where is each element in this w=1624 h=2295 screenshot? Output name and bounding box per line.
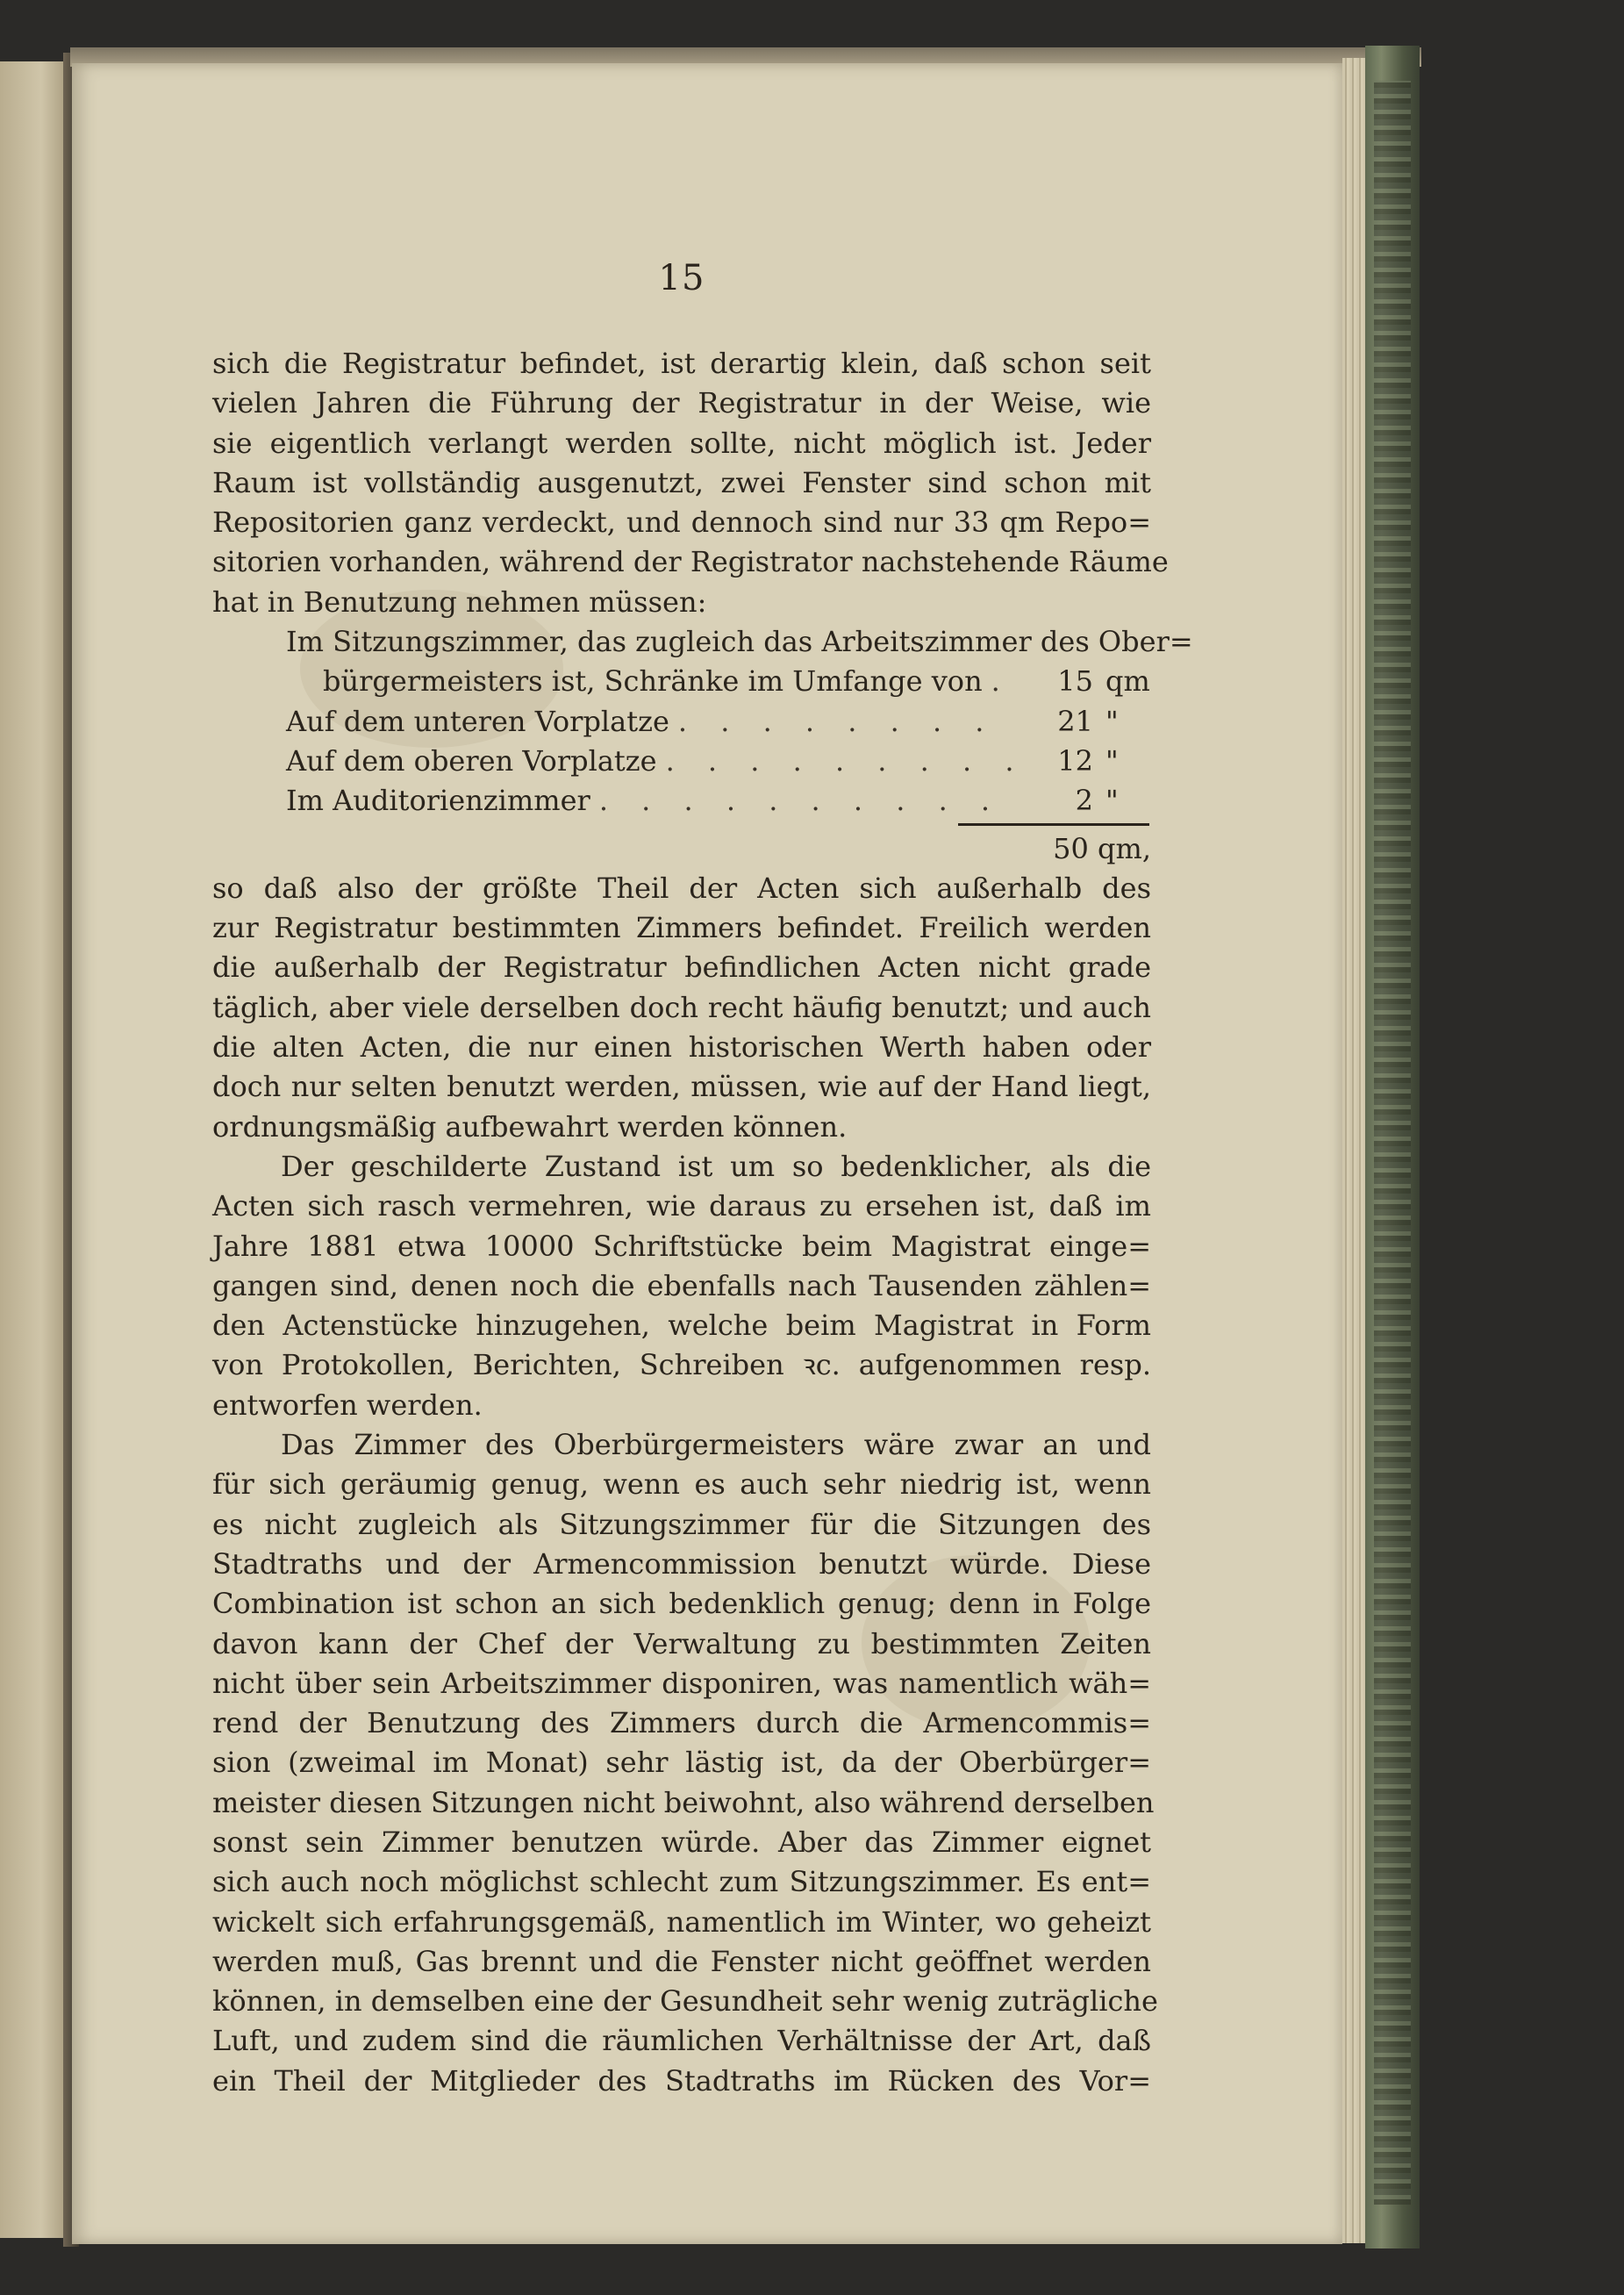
text-line: ordnungsmäßig aufbewahrt werden können. xyxy=(212,1109,848,1144)
text-line: werden muß, Gas brennt und die Fenster nicht geöffnet werden xyxy=(212,1944,1151,1978)
text-line: so daß also der größte Theil der Acten sich außerhalb des xyxy=(212,871,1151,905)
text-line: davon kann der Chef der Verwaltung zu bestimmten Zeiten xyxy=(212,1626,1151,1660)
paragraph-3 xyxy=(212,1147,1151,1425)
text-line: Raum ist vollständig ausgenutzt, zwei Fenster sind schon mit xyxy=(212,465,1151,499)
text-line: können, in demselben eine der Gesundheit sehr wenig zuträgliche xyxy=(212,1984,1158,2019)
list-item-unit: " xyxy=(1105,784,1119,818)
room-list xyxy=(212,622,1193,869)
book-page xyxy=(72,63,1342,2244)
list-item-label: bürgermeisters ist, Schränke im Umfange von xyxy=(323,664,983,699)
text-line: Repositorien ganz verdeckt, und dennoch sind nur 33 qm Repo= xyxy=(212,506,1151,540)
text-line: für sich geräumig genug, wenn es auch sehr niedrig ist, wenn xyxy=(212,1467,1151,1502)
sum-rule xyxy=(958,823,1149,829)
text-line: Der geschilderte Zustand ist um so bedenklicher, als die xyxy=(281,1149,1151,1183)
list-item xyxy=(212,742,1151,781)
text-line: den Actenstücke hinzugehen, welche beim Magistrat in Form xyxy=(212,1309,1151,1343)
page-block-edges xyxy=(1342,58,1367,2243)
leader-dots: . . . . . . . . . . xyxy=(598,784,1003,818)
text-line: sie eigentlich verlangt werden sollte, nicht möglich ist. Jeder xyxy=(212,426,1151,460)
body-text xyxy=(212,344,1193,2101)
text-line: entworfen werden. xyxy=(212,1388,483,1422)
leader-dots: . . . . . . . . xyxy=(677,704,997,738)
list-item-value: 12 xyxy=(1057,743,1093,778)
text-line: sich auch noch möglichst schlecht zum Sitzungszimmer. Es ent= xyxy=(212,1865,1151,1899)
text-line: von Protokollen, Berichten, Schreiben ꝛc. aufgenommen resp. xyxy=(212,1348,1151,1382)
text-line: Das Zimmer des Oberbürgermeisters wäre zwar an und xyxy=(281,1428,1151,1462)
text-line: Combination ist schon an sich bedenklich genug; denn in Folge xyxy=(212,1587,1151,1621)
text-line: sonst sein Zimmer benutzen würde. Aber das Zimmer eignet xyxy=(212,1825,1151,1859)
list-item-label: Auf dem unteren Vorplatze xyxy=(286,704,669,738)
text-line: vielen Jahren die Führung der Registratur in der Weise, wie xyxy=(212,386,1151,420)
text-line: ein Theil der Mitglieder des Stadtraths im Rücken des Vor= xyxy=(212,2063,1151,2098)
list-item xyxy=(212,662,1151,701)
leader-dots: . . . . . . . . . xyxy=(665,743,1027,778)
list-item-value: 21 xyxy=(1057,704,1093,738)
cover-pattern xyxy=(1374,81,1411,2205)
text-line: zur Registratur bestimmten Zimmers befindet. Freilich werden xyxy=(212,911,1151,945)
text-line: sich die Registratur befindet, ist derartig klein, daß schon seit xyxy=(212,347,1151,380)
paragraph-1 xyxy=(212,344,1169,622)
text-line: rend der Benutzung des Zimmers durch die Armencommis= xyxy=(212,1706,1151,1740)
paragraph-4 xyxy=(212,1425,1158,2101)
list-item-value: 15 xyxy=(1057,664,1093,699)
list-item-unit: qm xyxy=(1105,664,1150,699)
list-item-unit: " xyxy=(1105,743,1119,778)
text-line: es nicht zugleich als Sitzungszimmer für die Sitzungen des xyxy=(212,1507,1151,1541)
text-line: die außerhalb der Registratur befindlichen Acten nicht grade xyxy=(212,950,1151,985)
text-line: doch nur selten benutzt werden, müssen, wie auf der Hand liegt, xyxy=(212,1070,1151,1104)
list-item-label: Im Auditorienzimmer xyxy=(286,784,590,818)
page-number: 15 xyxy=(658,258,705,298)
list-intro: Im Sitzungszimmer, das zugleich das Arbeitszimmer des Ober= xyxy=(286,625,1193,659)
text-line: die alten Acten, die nur einen historischen Werth haben oder xyxy=(212,1030,1151,1065)
list-item-unit: " xyxy=(1105,704,1119,738)
text-line: Stadtraths und der Armencommission benutzt würde. Diese xyxy=(212,1546,1151,1581)
list-total: 50 qm, xyxy=(1053,831,1151,865)
left-page-edge xyxy=(0,61,68,2238)
text-line: Luft, und zudem sind die räumlichen Verhältnisse der Art, daß xyxy=(212,2024,1151,2058)
paragraph-2 xyxy=(212,869,1151,1147)
text-line: sitorien vorhanden, während der Registrator nachstehende Räume xyxy=(212,545,1169,579)
list-item-label: Auf dem oberen Vorplatze xyxy=(286,743,657,778)
leader-dots: . xyxy=(991,664,1012,699)
text-line: Jahre 1881 etwa 10000 Schriftstücke beim Magistrat einge= xyxy=(212,1229,1151,1263)
text-line: nicht über sein Arbeitszimmer disponiren, was namentlich wäh= xyxy=(212,1666,1151,1700)
text-line: sion (zweimal im Monat) sehr lästig ist, da der Oberbürger= xyxy=(212,1746,1151,1780)
text-line: gangen sind, denen noch die ebenfalls nach Tausenden zählen= xyxy=(212,1268,1151,1302)
list-item-value: 2 xyxy=(1075,784,1093,818)
text-line: hat in Benutzung nehmen müssen: xyxy=(212,585,707,619)
list-item xyxy=(212,702,1151,742)
text-line: täglich, aber viele derselben doch recht häufig benutzt; und auch xyxy=(212,990,1151,1024)
list-item xyxy=(212,781,1151,821)
text-line: wickelt sich erfahrungsgemäß, namentlich im Winter, wo geheizt xyxy=(212,1904,1151,1939)
text-line: Acten sich rasch vermehren, wie daraus zu ersehen ist, daß im xyxy=(212,1189,1151,1223)
book-cover-edge xyxy=(1365,46,1420,2248)
text-line: meister diesen Sitzungen nicht beiwohnt, also während derselben xyxy=(212,1785,1155,1819)
